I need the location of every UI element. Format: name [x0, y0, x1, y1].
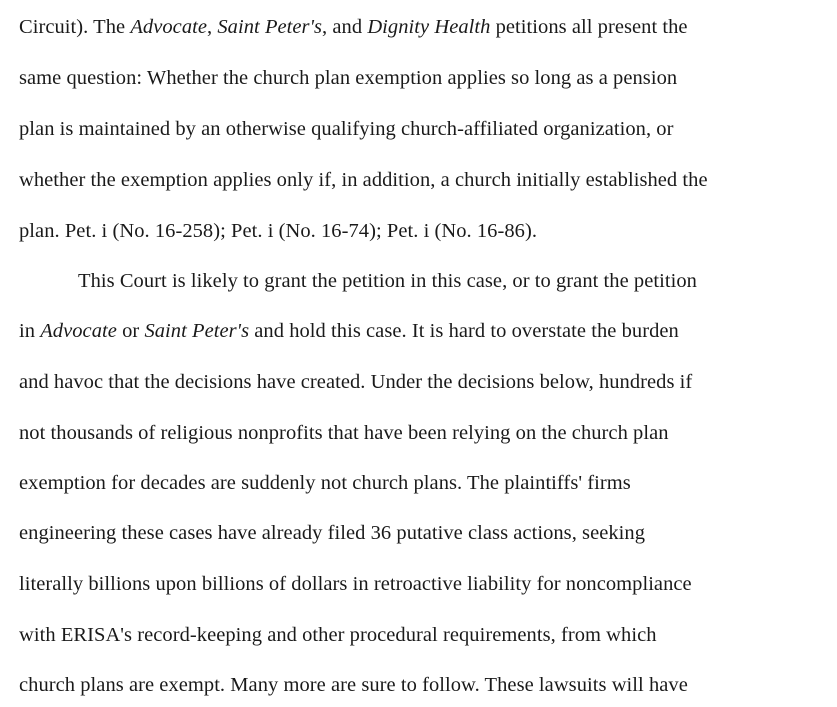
- text-line: and havoc that the decisions have created. Under the decisions below, hundreds if: [19, 371, 693, 393]
- text-line: This Court is likely to grant the petition in this case, or to grant the petition: [78, 270, 697, 292]
- text-line: same question: Whether the church plan exemption applies so long as a pension: [19, 67, 678, 89]
- text-line: plan. Pet. i (No. 16-258); Pet. i (No. 16-74); Pet. i (No. 16-86).: [19, 220, 538, 242]
- text-line: plan is maintained by an otherwise qualifying church-affiliated organization, or: [19, 118, 674, 140]
- case-name-advocate: Advocate: [130, 16, 208, 38]
- case-name-dignity-health: Dignity Health: [367, 16, 491, 38]
- case-name-advocate: Advocate: [40, 320, 117, 342]
- text-line: exemption for decades are suddenly not church plans. The plaintiffs' firms: [19, 472, 631, 494]
- text-line: church plans are exempt. Many more are sure to follow. These lawsuits will have: [19, 674, 688, 696]
- text-line: with ERISA's record-keeping and other procedural requirements, from which: [19, 624, 657, 646]
- text-line: Circuit). The Advocate, Saint Peter's, and Dignity Health petitions all present the: [19, 16, 688, 38]
- text-line: literally billions upon billions of dollars in retroactive liability for noncompliance: [19, 573, 692, 595]
- text-line: whether the exemption applies only if, in addition, a church initially established the: [19, 169, 708, 191]
- case-name-saint-peters: Saint Peter's: [217, 16, 323, 38]
- text-line: engineering these cases have already filed 36 putative class actions, seeking: [19, 522, 646, 544]
- text-line: in Advocate or Saint Peter's and hold this case. It is hard to overstate the burden: [19, 320, 679, 342]
- text-line: not thousands of religious nonprofits that have been relying on the church plan: [19, 422, 669, 444]
- case-name-saint-peters: Saint Peter's: [144, 320, 250, 342]
